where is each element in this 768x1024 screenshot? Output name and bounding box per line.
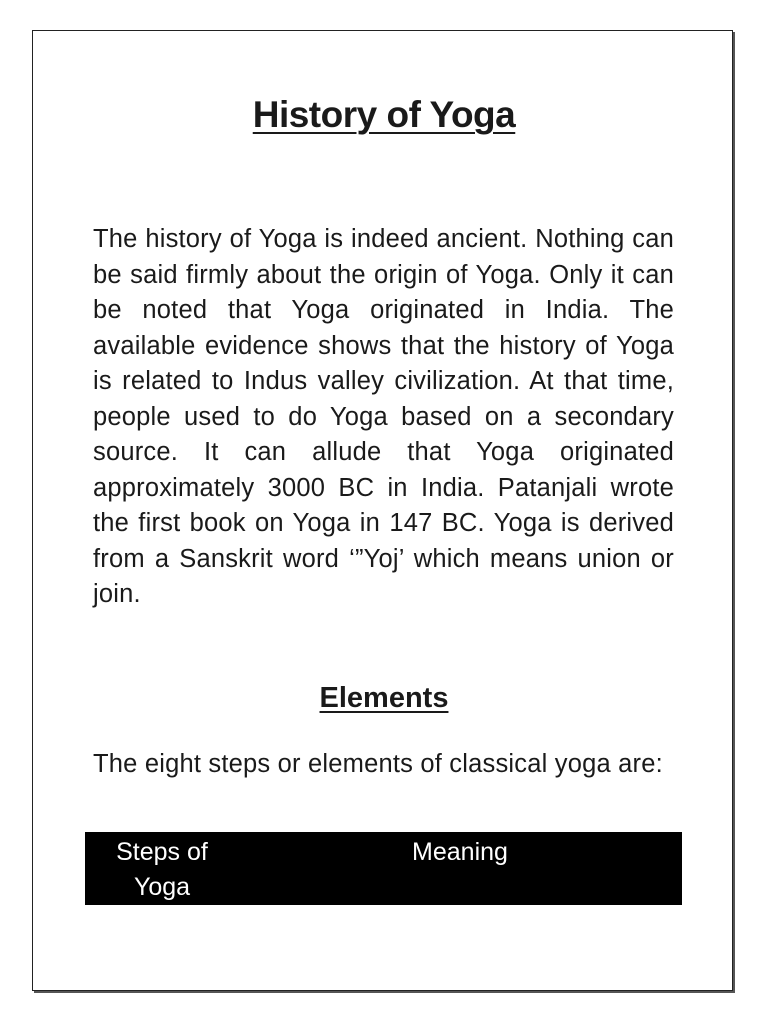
elements-paragraph: The eight steps or elements of classical yoga are: [93,750,663,778]
elements-heading-text: Elements [319,682,449,714]
table-header-meaning: Meaning [412,838,508,866]
elements-heading [0,679,768,717]
page-title-text: History of Yoga [252,94,516,135]
table-header-steps: Steps of Yoga [116,838,208,901]
intro-paragraph: The history of Yoga is indeed ancient. Nothing can be said firmly about the origin of Yoga. Only it can be noted that Yoga originated in India. The available evidence shows that the history of Yoga is related to Indus valley civilization. At that time, people used to do Yoga based on a secondary source. It can allude that Yoga originated approximately 3000 BC in India. Patanjali wrote the first book on Yoga in 147 BC. Yoga is derived from a Sanskrit word ‘”Yoj’ which means union or join. [93,225,674,608]
page-title [0,92,768,138]
steps-table-header [85,832,682,905]
